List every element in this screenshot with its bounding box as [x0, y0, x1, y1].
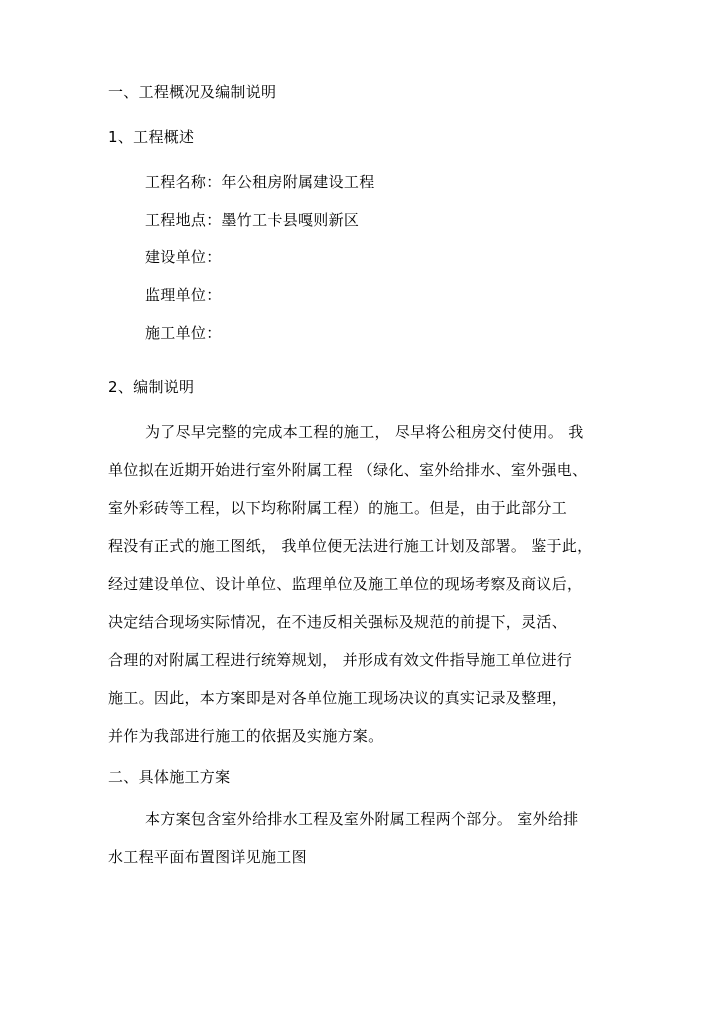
builder-unit-field: 施工单位： [145, 324, 222, 342]
paragraph-line: 决定结合现场实际情况，在不违反相关强标及规范的前提下，灵活、 [108, 613, 568, 631]
paragraph-line: 经过建设单位、设计单位、监理单位及施工单位的现场考察及商议后， [108, 575, 583, 593]
paragraph-line: 本方案包含室外给排水工程及室外附属工程两个部分。 室外给排 [145, 810, 579, 828]
subsection-1-title: 1、工程概述 [108, 128, 195, 146]
section-1-title: 一、工程概况及编制说明 [108, 83, 277, 101]
paragraph-line: 并作为我部进行施工的依据及实施方案。 [108, 727, 384, 745]
project-location-field: 工程地点：墨竹工卡县嘎则新区 [145, 211, 360, 229]
project-name-field: 工程名称：年公租房附属建设工程 [145, 173, 375, 191]
construction-unit-field: 建设单位： [145, 248, 222, 266]
paragraph-line: 程没有正式的施工图纸， 我单位便无法进行施工计划及部署。 鉴于此， [108, 537, 593, 555]
subsection-2-title: 2、编制说明 [108, 378, 195, 396]
paragraph-line: 合理的对附属工程进行统筹规划， 并形成有效文件指导施工单位进行 [108, 651, 573, 669]
supervision-unit-field: 监理单位： [145, 286, 222, 304]
paragraph-line: 为了尽早完整的完成本工程的施工， 尽早将公租房交付使用。 我 [145, 423, 584, 441]
section-2-title: 二、具体施工方案 [108, 768, 231, 786]
paragraph-line: 室外彩砖等工程，以下均称附属工程）的施工。但是，由于此部分工 [108, 499, 568, 517]
paragraph-line: 单位拟在近期开始进行室外附属工程 （绿化、室外给排水、室外强电、 [108, 461, 588, 479]
paragraph-line: 施工。因此，本方案即是对各单位施工现场决议的真实记录及整理， [108, 689, 568, 707]
paragraph-line: 水工程平面布置图详见施工图 [108, 848, 307, 866]
